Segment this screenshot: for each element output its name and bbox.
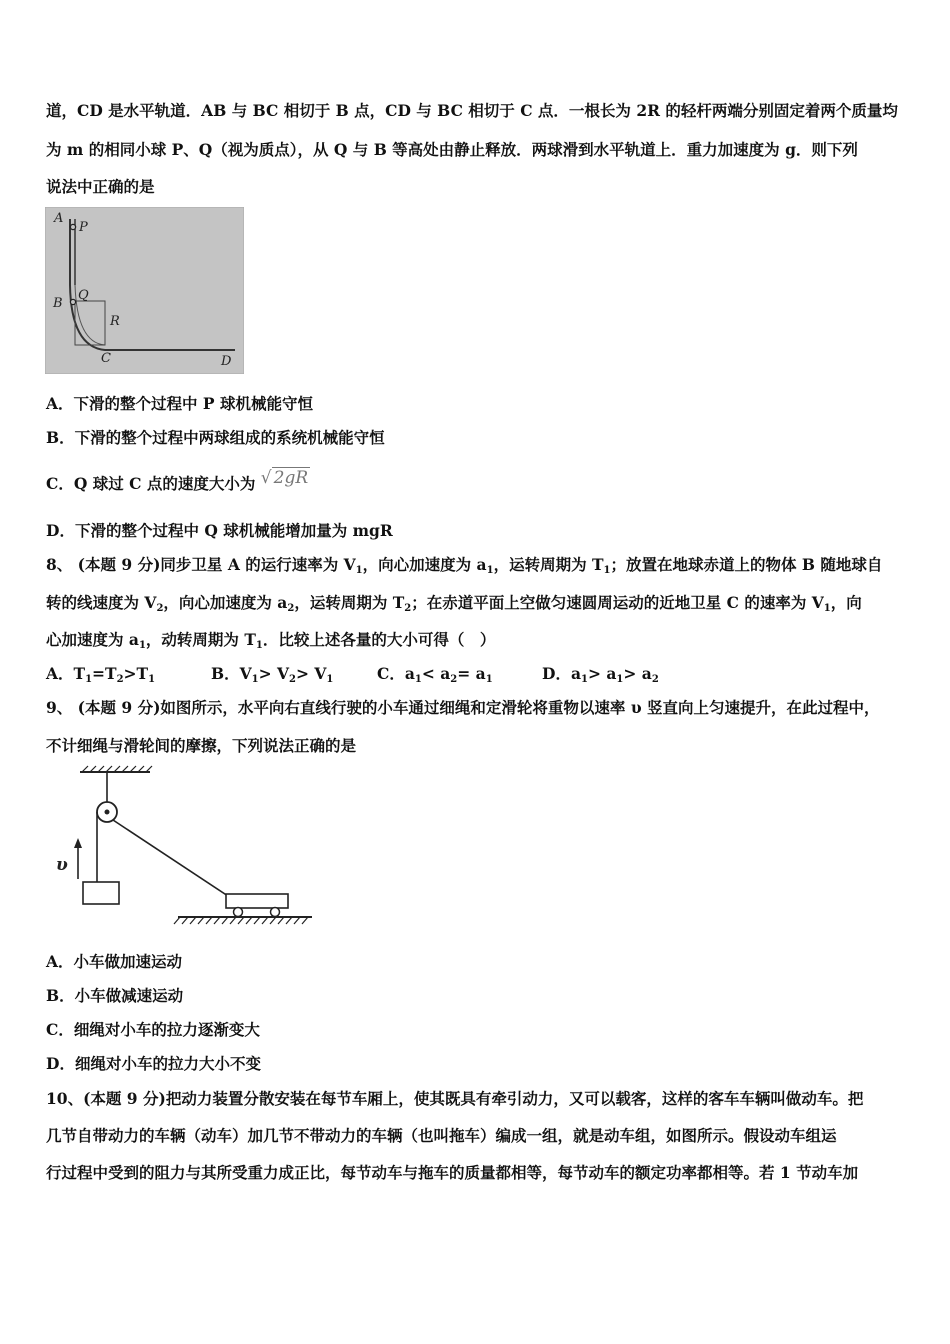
q9-option-d: D．细绳对小车的拉力大小不变	[46, 1054, 261, 1073]
label-b: B	[53, 296, 63, 311]
q8-option-a: A．$T_1=T_2>T_1$	[46, 664, 156, 685]
sqrt-expression	[261, 468, 310, 488]
q8-stem-line-1: 8、 (本题 9 分)同步卫星 A 的运行速率为 $V_1$，向心加速度为 $a_1$，运转周期为 $T_1$；放置在地球赤道上的物体 B 随地球自	[46, 555, 883, 576]
label-d: D	[221, 354, 232, 369]
q10-stem-line-3: 行过程中受到的阻力与其所受重力成正比，每节动车与拖车的质量都相等，每节动车的额定功率都相等。若 1 节动车加	[46, 1163, 859, 1182]
sqrt-radicand: 2gR	[273, 468, 309, 488]
q7-option-b: B．下滑的整个过程中两球组成的系统机械能守恒	[46, 428, 385, 447]
q7-stem-line-1: 道，CD 是水平轨道．AB 与 BC 相切于 B 点，CD 与 BC 相切于 C 点．一根长为 2R 的轻杆两端分别固定着两个质量均	[46, 101, 898, 120]
q7-option-d: D．下滑的整个过程中 Q 球机械能增加量为 mgR	[46, 521, 393, 540]
q9-option-a: A．小车做加速运动	[46, 952, 183, 971]
q7-stem-line-3: 说法中正确的是	[46, 177, 155, 196]
q7-track-figure	[45, 207, 244, 374]
label-v: υ	[56, 855, 68, 875]
label-q: Q	[78, 288, 89, 303]
q9-stem-line-2: 不计细绳与滑轮间的摩擦，下列说法正确的是	[46, 736, 357, 755]
q10-stem-line-2: 几节自带动力的车辆（动车）加几节不带动力的车辆（也叫拖车）编成一组，就是动车组，如图所示。假设动车组运	[46, 1126, 837, 1145]
q9-option-c: C．细绳对小车的拉力逐渐变大	[46, 1020, 260, 1039]
q7-option-c	[46, 468, 310, 494]
q8-option-b: B．$V_1> V_2> V_1$	[211, 664, 334, 685]
q8-options-row	[46, 664, 906, 686]
q7-option-c-text: C．Q 球过 C 点的速度大小为	[46, 474, 256, 493]
q8-option-d: D．$a_1> a_1> a_2$	[542, 664, 659, 685]
q8-stem-line-3: 心加速度为 $a_1$，动转周期为 $T_1$．比较上述各量的大小可得（ ）	[46, 630, 496, 651]
ball-q	[70, 299, 75, 304]
q8-stem-line-2: 转的线速度为 $V_2$，向心加速度为 $a_2$，运转周期为 $T_2$；在赤道平面上空做匀速圆周运动的近地卫星 C 的速率为 $V_1$，向	[46, 593, 862, 614]
q9-option-b: B．小车做减速运动	[46, 986, 184, 1005]
ball-p	[70, 224, 75, 229]
label-r: R	[110, 314, 120, 329]
q9-pulley-figure	[50, 764, 320, 930]
label-c: C	[101, 351, 111, 366]
weight-block	[83, 882, 119, 904]
label-a: A	[54, 211, 64, 226]
label-p: P	[79, 220, 88, 235]
cart	[226, 894, 288, 908]
q7-option-a: A．下滑的整个过程中 P 球机械能守恒	[46, 394, 313, 413]
q7-stem-line-2: 为 m 的相同小球 P、Q（视为质点），从 Q 与 B 等高处由静止释放．两球滑到水平轨道上．重力加速度为 g．则下列	[46, 140, 858, 159]
q9-stem-line-1: 9、 (本题 9 分)如图所示，水平向右直线行驶的小车通过细绳和定滑轮将重物以速率 υ 竖直向上匀速提升，在此过程中，	[46, 698, 880, 717]
q8-option-c: C．$a_1< a_2= a_1$	[377, 664, 493, 685]
q10-stem-line-1: 10、(本题 9 分)把动力装置分散安装在每节车厢上，使其既具有牵引动力，又可以载客，这样的客车车辆叫做动车。把	[46, 1089, 864, 1108]
sqrt-sign: √	[260, 468, 272, 488]
